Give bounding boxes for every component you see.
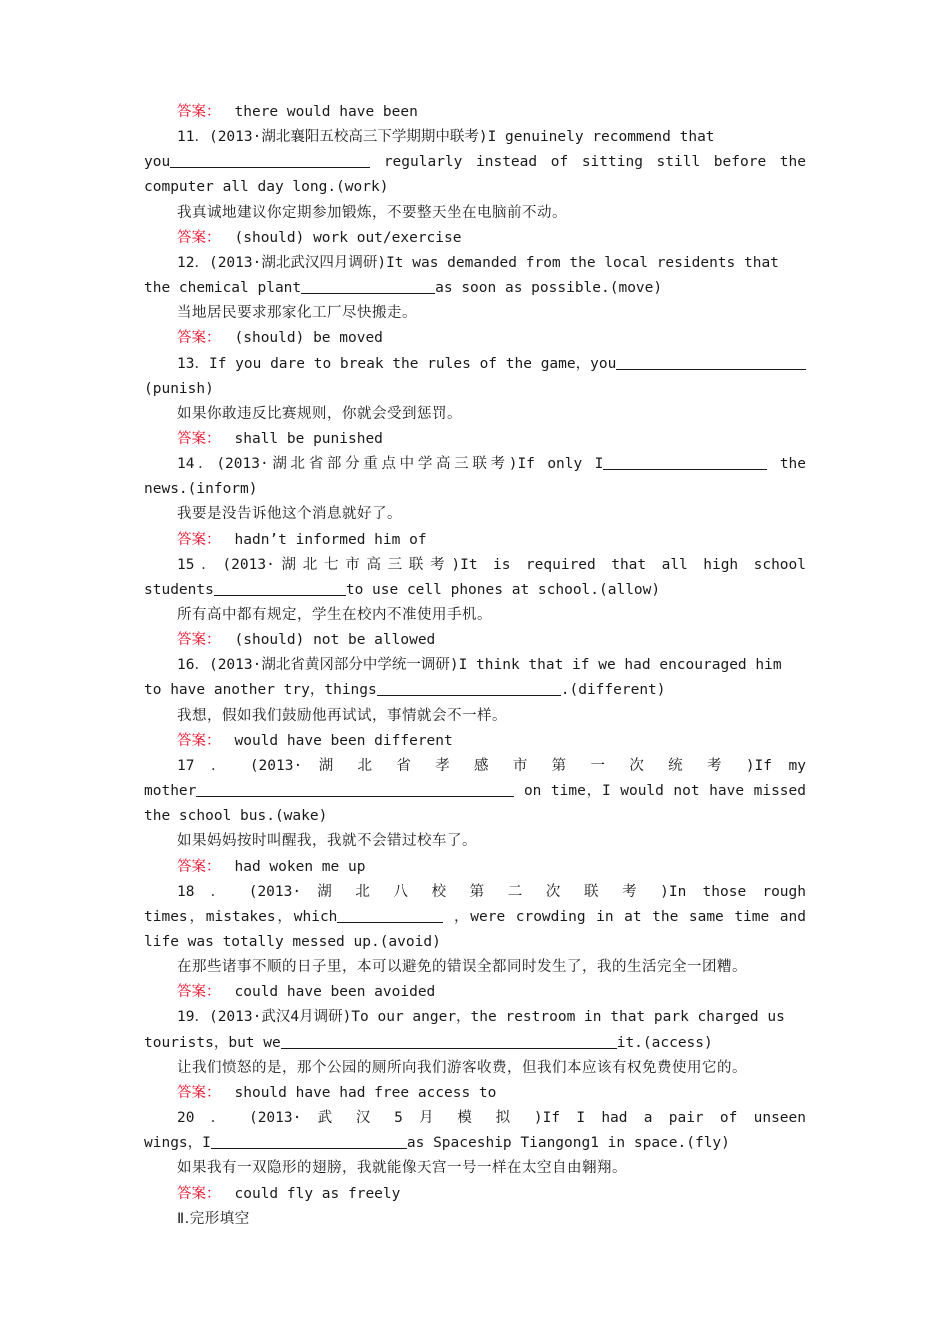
text-before-blank: to have another try，things xyxy=(144,682,377,699)
line-text: Ⅱ.完形填空 xyxy=(177,1210,250,1227)
fill-in-blank xyxy=(211,1132,407,1149)
text-before-blank: mother xyxy=(144,783,197,799)
line-text: computer all day long.(work) xyxy=(144,179,389,196)
chinese-translation xyxy=(177,1156,806,1181)
line-text: 如果你敢违反比赛规则，你就会受到惩罚。 xyxy=(177,405,462,422)
answer-line xyxy=(177,980,806,1005)
fill-in-blank xyxy=(337,906,443,923)
question-continuation xyxy=(144,276,806,301)
question-line xyxy=(177,125,806,150)
question-continuation xyxy=(144,905,806,930)
question-continuation xyxy=(144,804,806,829)
answer-text: (should) be moved xyxy=(234,330,383,347)
answer-line xyxy=(177,326,806,351)
answer-text: would have been different xyxy=(234,732,453,749)
line-text: 我要是没告诉他这个消息就好了。 xyxy=(177,506,402,523)
answer-label: 答案： xyxy=(177,531,221,548)
text-before-blank: times，mistakes，which xyxy=(144,908,338,925)
answer-text: (should) not be allowed xyxy=(234,632,436,649)
text-after-blank: to use cell phones at school.(allow) xyxy=(345,581,661,598)
text-before-blank: tourists，but we xyxy=(144,1034,281,1051)
line-text: 18 ． (2013· 湖 北 八 校 第 二 次 联 考 )In those rough xyxy=(177,883,806,900)
question-line xyxy=(177,251,806,276)
line-text: life was totally messed up.(avoid) xyxy=(144,933,441,950)
question-line xyxy=(177,1005,806,1030)
fill-in-blank xyxy=(616,353,806,370)
question-line xyxy=(177,754,806,779)
fill-in-blank xyxy=(603,453,767,470)
answer-label: 答案： xyxy=(177,430,221,447)
answer-label: 答案： xyxy=(177,1185,221,1202)
answer-text: had woken me up xyxy=(234,858,366,875)
answer-line xyxy=(177,427,806,452)
question-line xyxy=(177,1106,806,1131)
question-continuation xyxy=(144,477,806,502)
question-continuation xyxy=(144,578,806,603)
text-after-blank: .(different) xyxy=(560,682,666,699)
answer-line xyxy=(177,1081,806,1106)
chinese-translation xyxy=(177,201,806,226)
answer-line xyxy=(177,1182,806,1207)
answer-label: 答案： xyxy=(177,330,221,347)
text-after-blank: as Spaceship Tiangong1 in space.(fly) xyxy=(406,1135,730,1152)
question-continuation xyxy=(144,150,806,175)
line-text: 当地居民要求那家化工厂尽快搬走。 xyxy=(177,305,417,322)
answer-text: could have been avoided xyxy=(234,984,436,1001)
chinese-translation xyxy=(177,402,806,427)
answer-line xyxy=(177,628,806,653)
line-text: 19．(2013·武汉4月调研)To our anger，the restroom in that park charged us xyxy=(177,1009,785,1026)
chinese-translation xyxy=(177,829,806,854)
chinese-translation xyxy=(177,603,806,628)
line-text: 如果妈妈按时叫醒我，我就不会错过校车了。 xyxy=(177,833,477,850)
section-heading xyxy=(177,1207,806,1232)
text-after-blank: on time，I would not have missed xyxy=(523,783,806,799)
question-continuation xyxy=(144,377,806,402)
line-text: 如果我有一双隐形的翅膀，我就能像天宫一号一样在太空自由翱翔。 xyxy=(177,1160,627,1177)
answer-label: 答案： xyxy=(177,1084,221,1101)
answer-line xyxy=(177,855,806,880)
question-line xyxy=(177,352,806,377)
line-text: 在那些诸事不顺的日子里，本可以避免的错误全都同时发生了，我的生活完全一团糟。 xyxy=(177,959,747,976)
text-before-blank: wings，I xyxy=(144,1135,211,1152)
question-line xyxy=(177,653,806,678)
question-continuation xyxy=(144,779,806,804)
line-text: 我真诚地建议你定期参加锻炼，不要整天坐在电脑前不动。 xyxy=(177,204,567,221)
chinese-translation xyxy=(177,1056,806,1081)
line-text: 11．(2013·湖北襄阳五校高三下学期期中联考)I genuinely recommend that xyxy=(177,129,715,146)
chinese-translation xyxy=(177,955,806,980)
answer-text: (should) work out/exercise xyxy=(234,229,462,246)
answer-label: 答案： xyxy=(177,104,221,120)
question-line xyxy=(177,452,806,477)
answer-line xyxy=(177,100,806,125)
text-before-blank: the chemical plant xyxy=(144,280,302,296)
text-after-blank: it.(access) xyxy=(616,1034,713,1051)
text-before-blank: 14．(2013·湖北省部分重点中学高三联考)If only I xyxy=(177,456,604,473)
answer-line xyxy=(177,226,806,251)
text-after-blank: regularly instead of sitting still before the xyxy=(383,154,806,171)
fill-in-blank xyxy=(301,277,435,294)
line-text: (punish) xyxy=(144,380,214,397)
text-before-blank: 13．If you dare to break the rules of the game，you xyxy=(177,355,617,372)
line-text: 12．(2013·湖北武汉四月调研)It was demanded from the local residents that xyxy=(177,254,779,271)
text-after-blank: the xyxy=(779,456,806,473)
answer-line xyxy=(177,729,806,754)
answer-text: there would have been xyxy=(234,104,418,120)
question-line xyxy=(177,553,806,578)
chinese-translation xyxy=(177,301,806,326)
question-continuation xyxy=(144,1031,806,1056)
answer-label: 答案： xyxy=(177,632,221,649)
text-after-blank: ，were crowding in at the same time and xyxy=(453,908,806,925)
text-before-blank: students xyxy=(144,581,214,598)
text-after-blank: as soon as possible.(move) xyxy=(435,280,663,296)
question-continuation xyxy=(144,175,806,200)
line-text: 让我们愤怒的是，那个公园的厕所向我们游客收费，但我们本应该有权免费使用它的。 xyxy=(177,1059,747,1076)
question-continuation xyxy=(144,678,806,703)
answer-label: 答案： xyxy=(177,984,221,1001)
question-line xyxy=(177,880,806,905)
answer-label: 答案： xyxy=(177,732,221,749)
answer-label: 答案： xyxy=(177,858,221,875)
answer-text: could fly as freely xyxy=(234,1185,401,1202)
line-text: 所有高中都有规定，学生在校内不准使用手机。 xyxy=(177,607,492,623)
line-text: news.(inform) xyxy=(144,481,258,498)
answer-line xyxy=(177,528,806,553)
fill-in-blank xyxy=(377,679,561,696)
text-before-blank: you xyxy=(144,154,171,171)
question-continuation xyxy=(144,1131,806,1156)
answer-label: 答案： xyxy=(177,229,221,246)
fill-in-blank xyxy=(214,579,346,596)
question-continuation xyxy=(144,930,806,955)
fill-in-blank xyxy=(281,1032,617,1049)
line-text: 17 ． (2013· 湖 北 省 孝 感 市 第 一 次 统 考 )If my xyxy=(177,757,806,774)
line-text: 15．(2013·湖北七市高三联考)It is required that all high school xyxy=(177,556,806,573)
fill-in-blank xyxy=(196,780,514,797)
line-text: 20 ． (2013· 武 汉 5 月 模 拟 )If I had a pair of unseen xyxy=(177,1110,806,1126)
line-text: the school bus.(wake) xyxy=(144,808,328,825)
line-text: 我想，假如我们鼓励他再试试，事情就会不一样。 xyxy=(177,707,507,724)
fill-in-blank xyxy=(170,151,370,168)
chinese-translation xyxy=(177,704,806,729)
answer-text: should have had free access to xyxy=(234,1084,497,1101)
answer-text: shall be punished xyxy=(234,430,383,447)
line-text: 16．(2013·湖北省黄冈部分中学统一调研)I think that if we had encouraged him xyxy=(177,657,782,674)
chinese-translation xyxy=(177,502,806,527)
answer-text: hadn’t informed him of xyxy=(234,531,427,548)
